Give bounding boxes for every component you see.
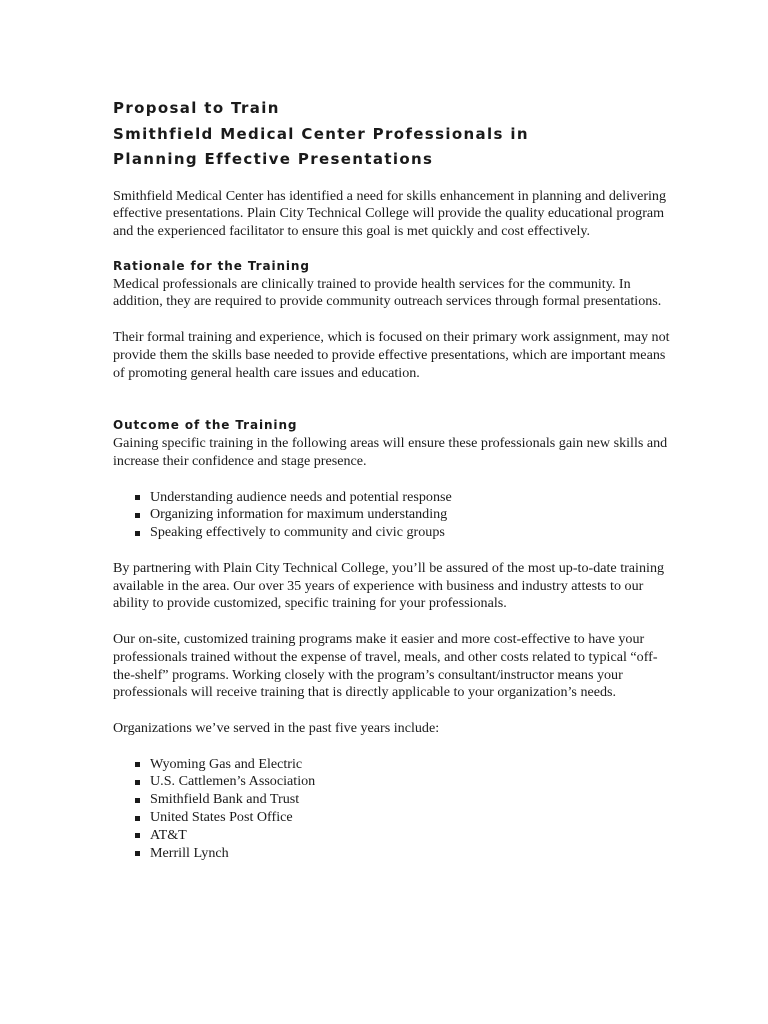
rationale-heading: Rationale for the Training — [113, 258, 310, 273]
square-bullet-icon — [135, 513, 140, 518]
partnering-paragraph: By partnering with Plain City Technical College, you’ll be assured of the most up-to-date training available in the area. Our over 35 years of experience with business and industry attests to our ability to provide customized, specific training for your professionals. — [113, 559, 665, 612]
skills-list — [113, 489, 673, 542]
document-title — [113, 96, 673, 173]
organizations-intro: Organizations we’ve served in the past five years include: — [113, 720, 440, 737]
outcome-heading: Outcome of the Training — [113, 418, 298, 433]
list-item: U.S. Cattlemen’s Association — [113, 773, 673, 791]
rationale-paragraph-2: Their formal training and experience, which is focused on their primary work assignment, may not provide them the skills base needed to provide effective presentations, which are important means of promoting general health care issues and education. — [113, 329, 670, 381]
square-bullet-icon — [135, 495, 140, 500]
organizations-list — [113, 756, 673, 863]
list-item: Wyoming Gas and Electric — [113, 756, 673, 774]
square-bullet-icon — [135, 780, 140, 785]
rationale-paragraph-1: Medical professionals are clinically trained to provide health services for the community. In addition, they are required to provide community outreach services through formal presentations. — [113, 275, 662, 310]
list-item: AT&T — [113, 827, 673, 845]
list-item: Speaking effectively to community and civic groups — [113, 524, 673, 542]
title-line-3: Planning Effective Presentations — [113, 150, 434, 168]
list-item: Smithfield Bank and Trust — [113, 791, 673, 809]
title-line-2: Smithfield Medical Center Professionals in — [113, 124, 529, 143]
square-bullet-icon — [135, 798, 140, 803]
list-item: United States Post Office — [113, 809, 673, 827]
list-item: Understanding audience needs and potential response — [113, 489, 673, 507]
onsite-paragraph: Our on-site, customized training programs make it easier and more cost-effective to have your professionals trained without the expense of travel, meals, and other costs related to typical “off-the-shelf” programs. Working closely with the program’s consultant/instructor means your professionals will receive training that is directly applicable to your organization’s needs. — [113, 631, 658, 701]
title-line-1: Proposal to Train — [113, 99, 280, 117]
intro-paragraph: Smithfield Medical Center has identified a need for skills enhancement in planning and delivering effective presentations. Plain City Technical College will provide the quality educational program and the experienced facilitator to ensure this goal is met quickly and cost effectively. — [113, 187, 667, 240]
document-page — [113, 96, 673, 862]
square-bullet-icon — [135, 531, 140, 536]
square-bullet-icon — [135, 816, 140, 821]
square-bullet-icon — [135, 851, 140, 856]
outcome-paragraph-1: Gaining specific training in the following areas will ensure these professionals gain new skills and increase their confidence and stage presence. — [113, 435, 668, 470]
square-bullet-icon — [135, 833, 140, 838]
square-bullet-icon — [135, 762, 140, 767]
list-item: Merrill Lynch — [113, 845, 673, 863]
list-item: Organizing information for maximum understanding — [113, 506, 673, 524]
